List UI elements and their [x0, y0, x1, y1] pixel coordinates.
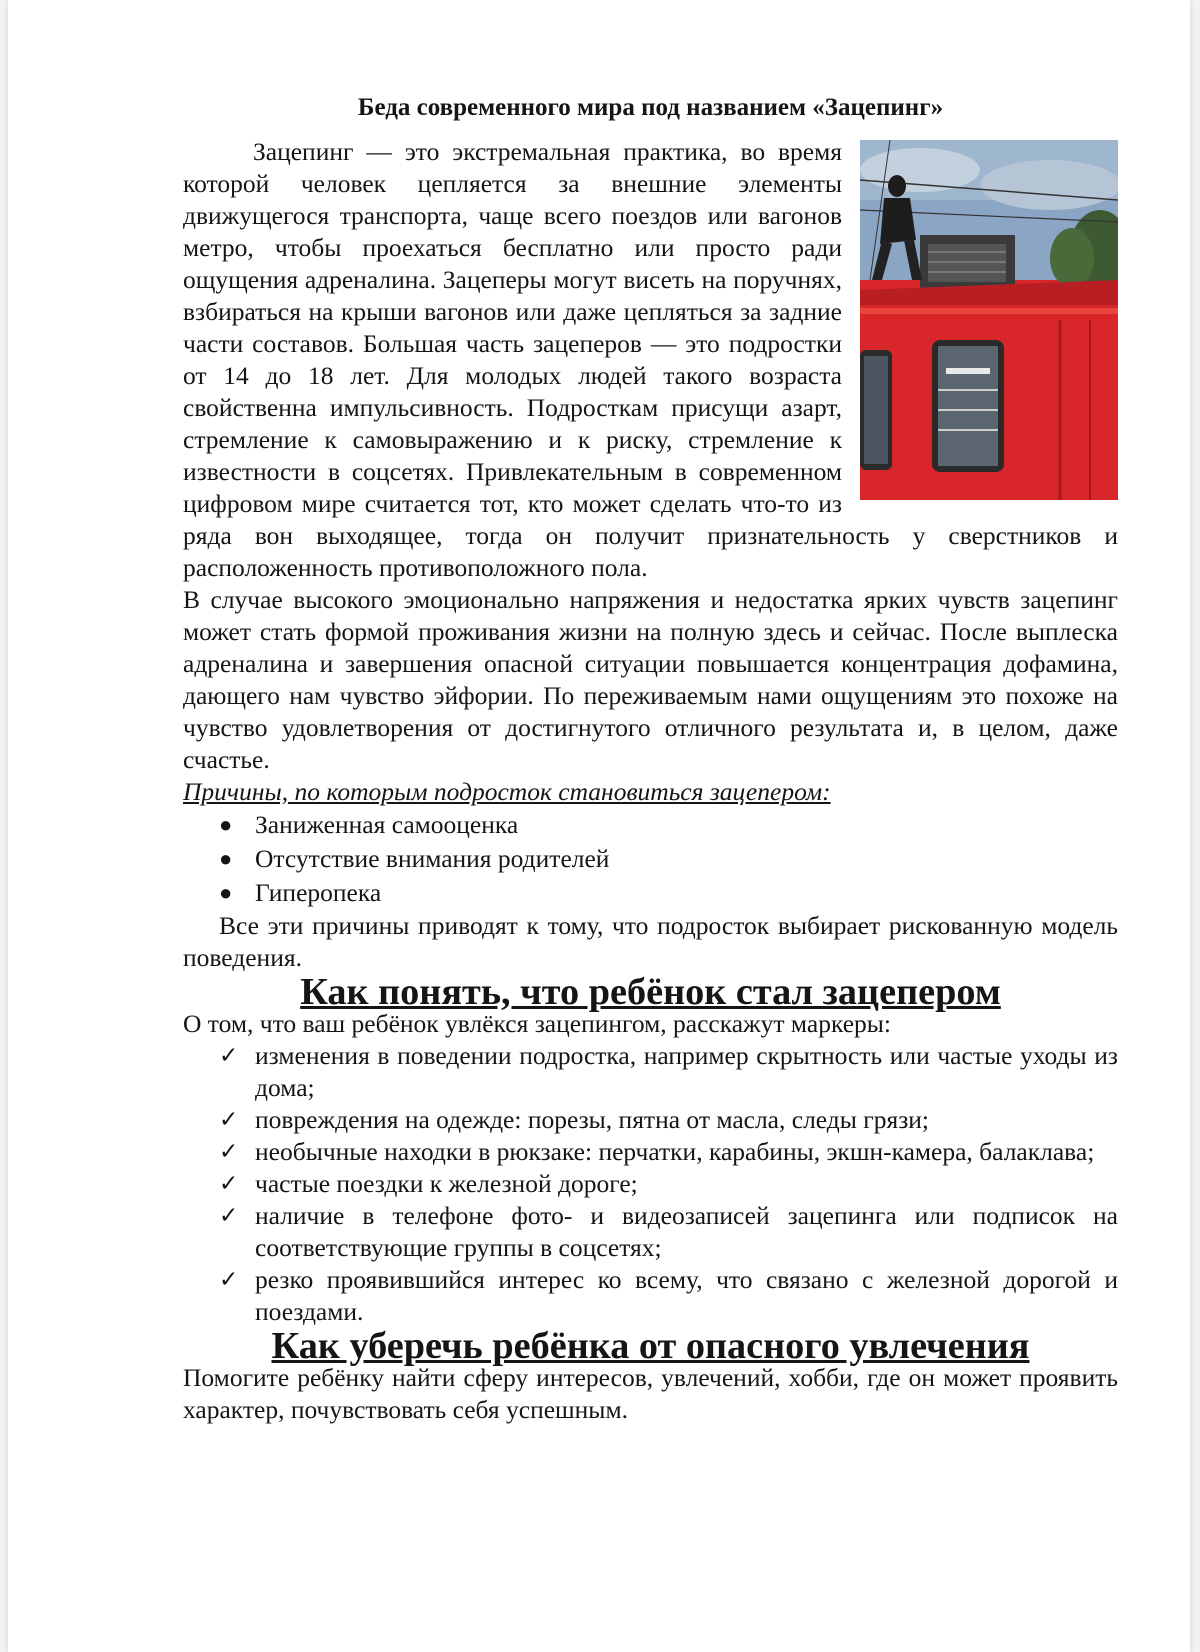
checkmark-icon: ✓	[219, 1171, 239, 1197]
list-item-text: изменения в поведении подростка, например скрытность или частые уходы из дома;	[255, 1041, 1118, 1102]
list-item-text: Гиперопека	[255, 878, 382, 907]
checkmark-icon: ✓	[219, 1267, 239, 1293]
markers-intro: О том, что ваш ребёнок увлёкся зацепингом, расскажут маркеры:	[183, 1009, 891, 1038]
list-item-text: Заниженная самооценка	[255, 810, 519, 839]
intro-section	[183, 136, 1118, 584]
list-item-text: частые поездки к железной дороге;	[255, 1169, 638, 1198]
list-item-text: Отсутствие внимания родителей	[255, 844, 610, 873]
checkmark-icon: ✓	[219, 1203, 239, 1229]
bullet-icon: ●	[219, 880, 233, 905]
body-paragraph-2: В случае высокого эмоционально напряжения и недостатка ярких чувств зацепинг может стать формой проживания жизни на полную здесь и сейчас. После выплеска адреналина и завершения опасной ситуации повышается концентрация дофамина, дающего нам чувство эйфории. По переживаемым нами ощущениям это похоже на чувство удовлетворения от достигнутого отличного результата и, в целом, даже счастье.	[183, 585, 1118, 774]
list-item	[183, 1040, 1118, 1104]
markers-list	[183, 1040, 1118, 1328]
list-item	[183, 1104, 1118, 1136]
train-photo	[860, 140, 1118, 500]
bullet-icon: ●	[219, 812, 233, 837]
reasons-conclusion: Все эти причины приводят к тому, что подросток выбирает рискованную модель поведения.	[183, 911, 1118, 972]
list-item	[183, 1168, 1118, 1200]
closing-paragraph: Помогите ребёнку найти сферу интересов, увлечений, хобби, где он может проявить характер, почувствовать себя успешным.	[183, 1363, 1118, 1424]
list-item	[183, 1136, 1118, 1168]
checkmark-icon: ✓	[219, 1043, 239, 1069]
document-page	[8, 0, 1190, 1652]
intro-paragraph: Зацепинг — это экстремальная практика, во время которой человек цепляется за внешние элементы движущегося транспорта, чаще всего поездов или вагонов метро, чтобы проехаться бесплатно или просто ради ощущения адреналина. Зацеперы могут висеть на поручнях, взбираться на крыши вагонов или даже цепляться за задние части составов. Большая часть зацеперов — это подростки от 14 до 18 лет. Для молодых людей такого возраста свойственна импульсивность. Подросткам присущи азарт, стремление к самовыражению и к риску, стремление к известности в соцсетях. Привлекательным в современном цифровом мире считается тот, кто может сделать что-то из ряда вон выходящее, тогда он получит признательность у сверстников и расположенность противоположного пола.	[183, 137, 1118, 582]
checkmark-icon: ✓	[219, 1139, 239, 1165]
list-item-text: повреждения на одежде: порезы, пятна от масла, следы грязи;	[255, 1105, 929, 1134]
reasons-list	[183, 808, 1118, 910]
list-item	[183, 1200, 1118, 1264]
list-item-text: необычные находки в рюкзаке: перчатки, карабины, экшн-камера, балаклава;	[255, 1137, 1095, 1166]
list-item-text: наличие в телефоне фото- и видеозаписей зацепинга или подписок на соответствующие группы в соцсетях;	[255, 1201, 1118, 1262]
list-item-text: резко проявившийся интерес ко всему, что связано с железной дорогой и поездами.	[255, 1265, 1118, 1326]
document-content	[183, 92, 1118, 1426]
bullet-icon: ●	[219, 846, 233, 871]
list-item	[183, 842, 1118, 876]
train-photo-illustration	[860, 140, 1118, 500]
list-item	[183, 808, 1118, 842]
page-title: Беда современного мира под названием «Зацепинг»	[357, 94, 944, 121]
section-heading-markers: Как понять, что ребёнок стал зацепером	[300, 971, 1001, 1013]
reasons-heading: Причины, по которым подросток становиться зацепером:	[183, 777, 831, 806]
list-item	[183, 876, 1118, 910]
list-item	[183, 1264, 1118, 1328]
section-heading-protect: Как уберечь ребёнка от опасного увлечения	[271, 1325, 1030, 1367]
checkmark-icon: ✓	[219, 1107, 239, 1133]
